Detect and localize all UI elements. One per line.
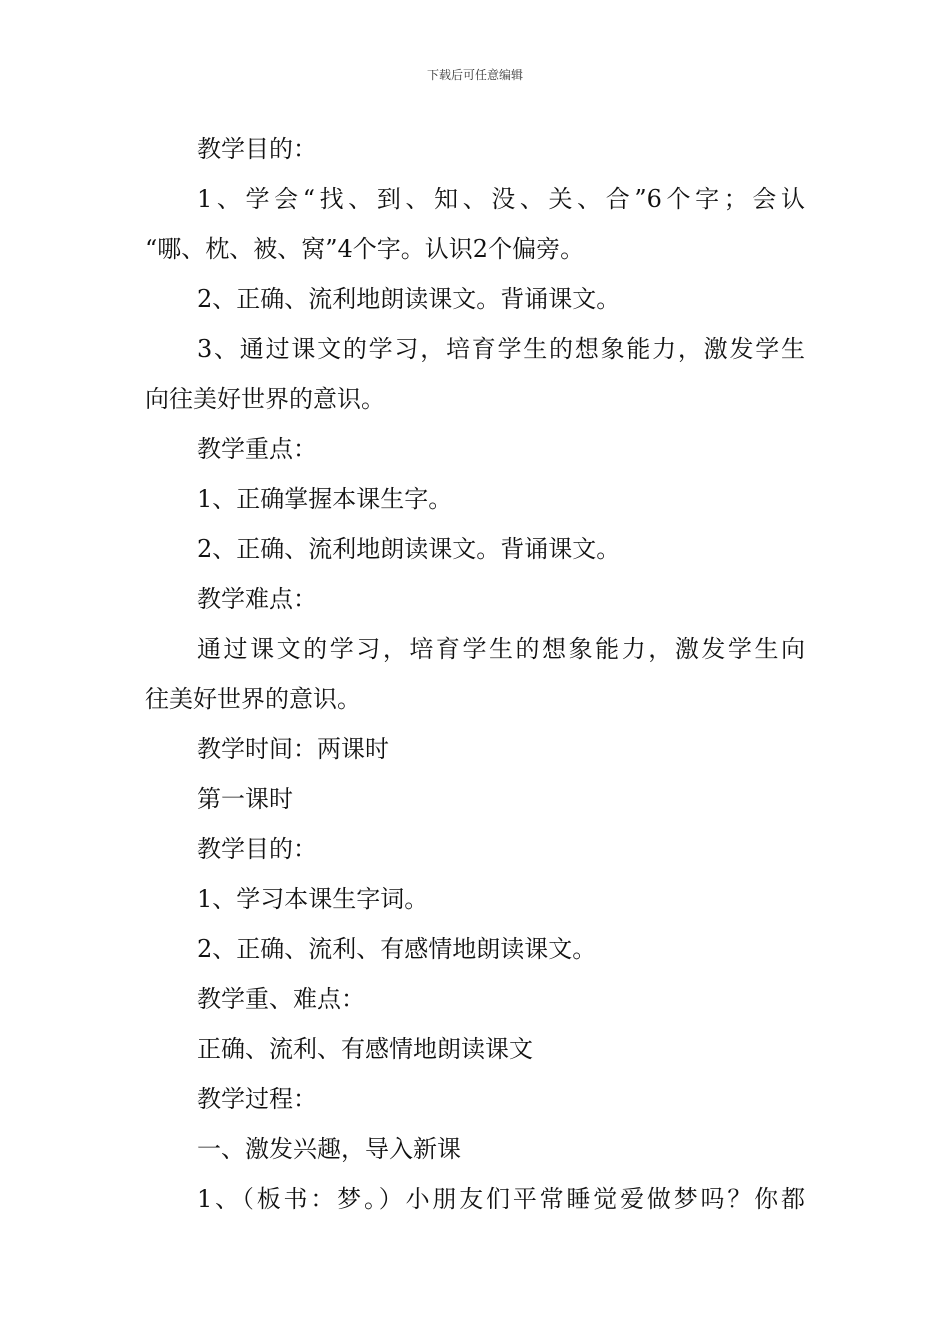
heading-teaching-goals: 教学目的：: [197, 135, 317, 163]
lesson-heading: 第一课时: [197, 785, 293, 813]
page-header: 下载后可任意编辑: [426, 68, 523, 82]
paragraph-line: 1、学习本课生字词。: [197, 885, 429, 913]
teaching-time: 教学时间：两课时: [197, 735, 389, 763]
paragraph-line: 正确、流利、有感情地朗读课文: [197, 1035, 533, 1063]
paragraph-line: 1、（板书：梦。）小朋友们平常睡觉爱做梦吗？你都: [197, 1185, 805, 1213]
paragraph-line: 3、通过课文的学习，培育学生的想象能力，激发学生: [197, 335, 805, 363]
heading-teaching-goals: 教学目的：: [197, 835, 317, 863]
paragraph-line: 2、正确、流利地朗读课文。背诵课文。: [197, 285, 621, 313]
paragraph-line: 1、学会“找、到、知、没、关、合”6个字；会认: [197, 185, 805, 213]
document-body: [145, 124, 805, 1224]
heading-teaching-process: 教学过程：: [197, 1085, 317, 1113]
paragraph-line: 2、正确、流利地朗读课文。背诵课文。: [197, 535, 621, 563]
paragraph-line: 往美好世界的意识。: [145, 685, 361, 713]
heading-key-points: 教学重点：: [197, 435, 317, 463]
paragraph-line: 向往美好世界的意识。: [145, 385, 385, 413]
paragraph-line: 2、正确、流利、有感情地朗读课文。: [197, 935, 597, 963]
paragraph-line: 1、正确掌握本课生字。: [197, 485, 453, 513]
paragraph-line: “哪、枕、被、窝”4个字。认识2个偏旁。: [145, 235, 585, 263]
heading-key-difficulties: 教学重、难点：: [197, 985, 365, 1013]
section-heading: 一、激发兴趣，导入新课: [197, 1135, 461, 1163]
paragraph-line: 通过课文的学习，培育学生的想象能力，激发学生向: [197, 635, 805, 663]
heading-difficulties: 教学难点：: [197, 585, 317, 613]
